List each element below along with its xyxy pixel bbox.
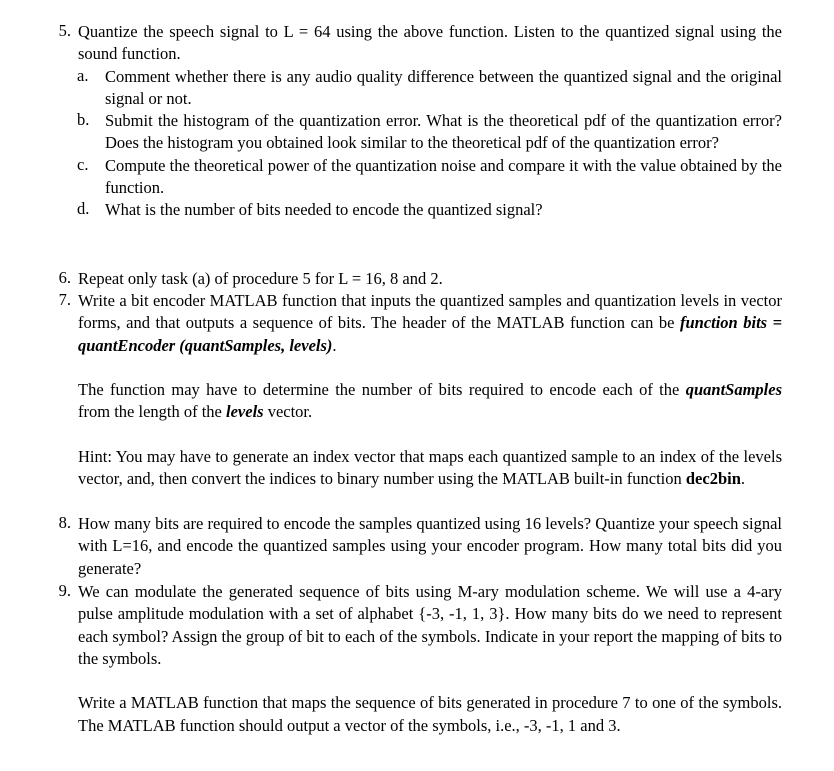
procedure-item-9	[47, 581, 782, 737]
subitem-b	[77, 110, 782, 155]
procedure-item-8	[47, 513, 782, 580]
variable-quantsamples: quantSamples	[685, 380, 782, 400]
item-number: 9.	[58, 581, 71, 600]
subitem-d	[77, 199, 782, 221]
subitem-letter: a.	[77, 65, 89, 85]
subitem-letter: d.	[77, 199, 90, 219]
item-number: 7.	[58, 290, 71, 309]
item-text: We can modulate the generated sequence of bits using M-ary modulation scheme. We will use a 4-ary pulse amplitude modulation with a set of alphabet {-3, -1, 1, 3}. How many bits do we need to represent each symbol? Assign the group of bit to each of the symbols. Indicate in your report the mapping of bits to the symbols.	[78, 582, 782, 668]
procedure-item-5	[47, 21, 782, 222]
procedure-item-7	[47, 290, 782, 491]
item-text: Write a bit encoder MATLAB function that inputs the quantized samples and quantization levels in vector forms, and that outputs a sequence of bits. The header of the MATLAB function can be function bits = quantEncoder (quantSamples, levels).	[78, 291, 782, 355]
subitem-letter: c.	[77, 154, 89, 174]
subitem-text: What is the number of bits needed to encode the quantized signal?	[105, 200, 543, 220]
item-text: Quantize the speech signal to L = 64 using the above function. Listen to the quantized signal using the sound function.	[78, 22, 782, 64]
item-number: 5.	[58, 21, 71, 40]
function-dec2bin: dec2bin	[685, 469, 741, 489]
subitem-letter: b.	[77, 110, 90, 130]
function-header: function bits = quantEncoder (quantSamples, levels)	[78, 313, 782, 355]
procedure-item-6	[47, 268, 782, 290]
hint-paragraph: Hint: You may have to generate an index vector that maps each quantized sample to an index of the levels vector, and, then convert the indices to binary number using the MATLAB built-in function dec2bin.	[78, 447, 782, 489]
item-number: 8.	[58, 513, 71, 532]
subitem-text: Compute the theoretical power of the quantization noise and compare it with the value obtained by the function.	[105, 155, 782, 198]
item-number: 6.	[58, 268, 71, 287]
subitem-c	[77, 154, 782, 200]
subitem-text: Submit the histogram of the quantization error. What is the theoretical pdf of the quantization error? Does the histogram you obtained look similar to the theoretical pdf of the quantization error?	[105, 111, 782, 153]
item-text: Repeat only task (a) of procedure 5 for L = 16, 8 and 2.	[78, 269, 443, 288]
item-paragraph-2: The function may have to determine the number of bits required to encode each of the quantSamples from the length of the levels vector.	[78, 380, 782, 422]
subitem-a	[77, 65, 782, 111]
item-body	[78, 290, 782, 491]
variable-levels: levels	[226, 402, 264, 422]
subitem-text: Comment whether there is any audio quality difference between the quantized signal and the original signal or not.	[105, 66, 782, 108]
item-paragraph-2: Write a MATLAB function that maps the sequence of bits generated in procedure 7 to one of the symbols. The MATLAB function should output a vector of the symbols, i.e., -3, -1, 1 and 3.	[78, 693, 782, 735]
item-body	[78, 581, 782, 737]
item-text: How many bits are required to encode the samples quantized using 16 levels? Quantize your speech signal with L=16, and encode the quantized samples using your encoder program. How many total bits did you generate?	[78, 514, 782, 578]
